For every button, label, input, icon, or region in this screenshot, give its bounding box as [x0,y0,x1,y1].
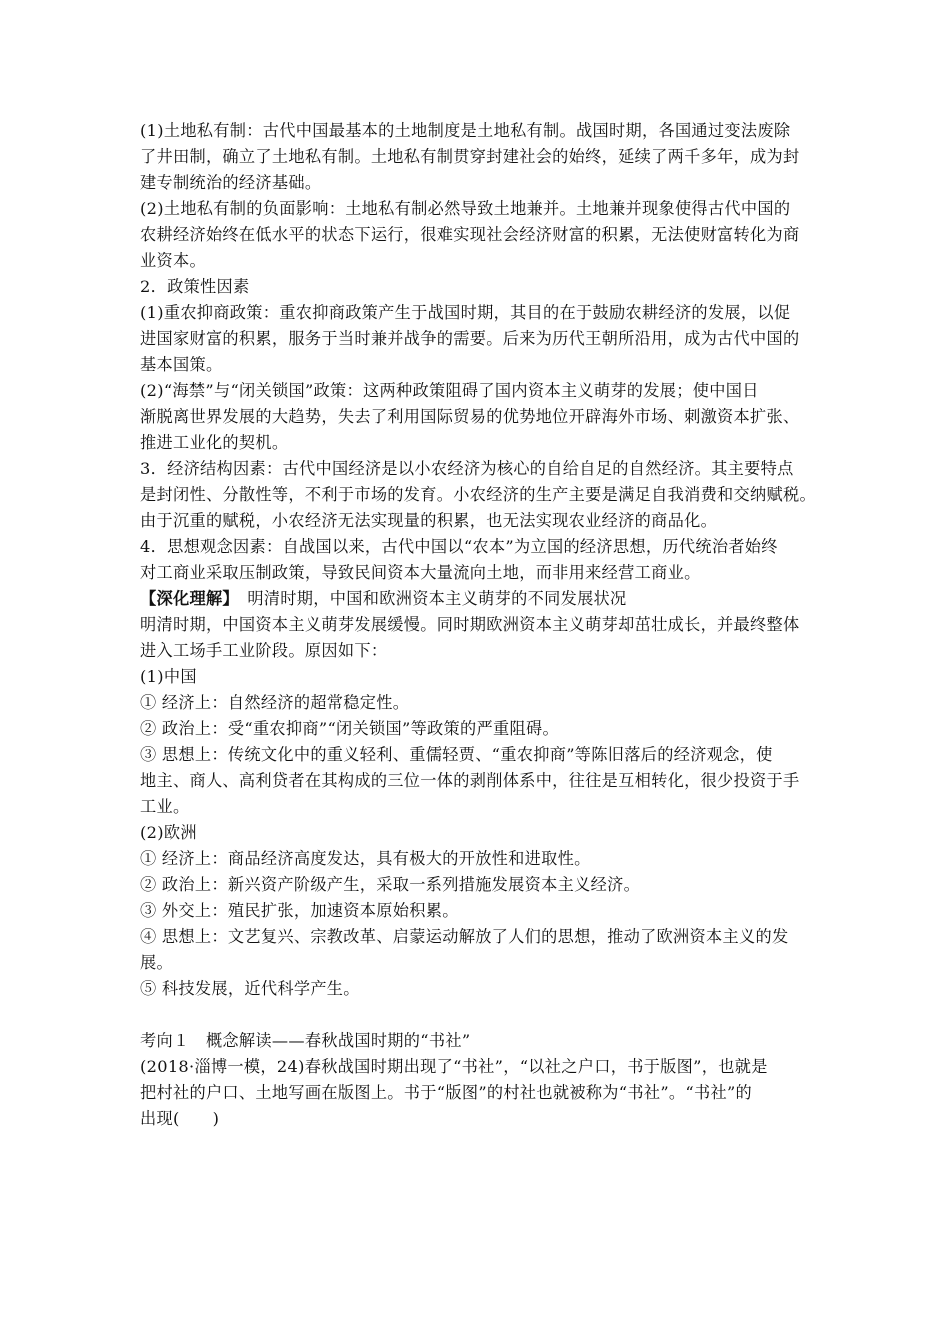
paragraph-gap [140,1002,820,1028]
text-line: ③ 思想上：传统文化中的重义轻利、重儒轻贾、“重农抑商”等陈旧落后的经济观念，使 [140,745,773,764]
text-line: 建专制统治的经济基础。 [140,173,322,192]
section-heading: 2．政策性因素 [140,277,250,296]
text-line: (1)重农抑商政策：重农抑商政策产生于战国时期，其目的在于鼓励农耕经济的发展，以促 [140,303,791,322]
text-line: 了井田制，确立了土地私有制。土地私有制贯穿封建社会的始终，延续了两千多年，成为封 [140,147,800,166]
text-line: 把村社的户口、土地写画在版图上。书于“版图”的村社也就被称为“书社”。“书社”的 [140,1083,753,1102]
text-line: 4．思想观念因素：自战国以来，古代中国以“农本”为立国的经济思想，历代统治者始终 [140,537,778,556]
text-line: 进入工场手工业阶段。原因如下： [140,641,388,660]
question-section [140,1028,820,1132]
text-line: 渐脱离世界发展的大趋势，失去了利用国际贸易的优势地位开辟海外市场、刺激资本扩张、 [140,407,800,426]
text-line: (2)欧洲 [140,823,197,842]
factors-section [140,118,820,586]
text-line: ⑤ 科技发展，近代科学产生。 [140,979,360,998]
text-line: (2018·淄博一模，24)春秋战国时期出现了“书社”，“以社之户口，书于版图”，也就是 [140,1057,768,1076]
deepen-section [140,612,820,1002]
text-line: 地主、商人、高利贷者在其构成的三位一体的剥削体系中，往往是互相转化，很少投资于手 [140,771,800,790]
text-line: 出现( ) [140,1109,220,1128]
text-line: 明清时期，中国资本主义萌芽发展缓慢。同时期欧洲资本主义萌芽却茁壮成长，并最终整体 [140,615,800,634]
text-line: 基本国策。 [140,355,223,374]
text-line: ③ 外交上：殖民扩张，加速资本原始积累。 [140,901,459,920]
text-line: (1)中国 [140,667,197,686]
text-line: 农耕经济始终在低水平的状态下运行，很难实现社会经济财富的积累，无法使财富转化为商 [140,225,800,244]
document-page [140,118,820,1132]
text-line: ① 经济上：自然经济的超常稳定性。 [140,693,410,712]
text-line: 3．经济结构因素：古代中国经济是以小农经济为核心的自给自足的自然经济。其主要特点 [140,459,794,478]
text-line: 业资本。 [140,251,206,270]
question-heading: 考向１ 概念解读——春秋战国时期的“书社” [140,1031,471,1050]
text-line: (2)“海禁”与“闭关锁国”政策：这两种政策阻碍了国内资本主义萌芽的发展；使中国日 [140,381,759,400]
text-line: 是封闭性、分散性等，不利于市场的发育。小农经济的生产主要是满足自我消费和交纳赋税。 [140,485,816,504]
text-line: (1)土地私有制：古代中国最基本的土地制度是土地私有制。战国时期，各国通过变法废除 [140,121,791,140]
text-line: (2)土地私有制的负面影响：土地私有制必然导致土地兼并。土地兼并现象使得古代中国的 [140,199,791,218]
text-line: 工业。 [140,797,190,816]
text-line: 进国家财富的积累，服务于当时兼并战争的需要。后来为历代王朝所沿用，成为古代中国的 [140,329,800,348]
deepen-heading-line [140,586,820,612]
text-line: 由于沉重的赋税，小农经济无法实现量的积累，也无法实现农业经济的商品化。 [140,511,718,530]
text-line: 展。 [140,953,173,972]
text-line: ① 经济上：商品经济高度发达，具有极大的开放性和进取性。 [140,849,591,868]
text-line: 推进工业化的契机。 [140,433,289,452]
text-line: ④ 思想上：文艺复兴、宗教改革、启蒙运动解放了人们的思想，推动了欧洲资本主义的发 [140,927,789,946]
deepen-label: 【深化理解】 [140,589,231,608]
deepen-title: 明清时期，中国和欧洲资本主义萌芽的不同发展状况 [230,589,627,608]
text-line: ② 政治上：受“重农抑商”“闭关锁国”等政策的严重阻碍。 [140,719,559,738]
text-line: 对工商业采取压制政策，导致民间资本大量流向土地，而非用来经营工商业。 [140,563,701,582]
text-line: ② 政治上：新兴资产阶级产生，采取一系列措施发展资本主义经济。 [140,875,641,894]
